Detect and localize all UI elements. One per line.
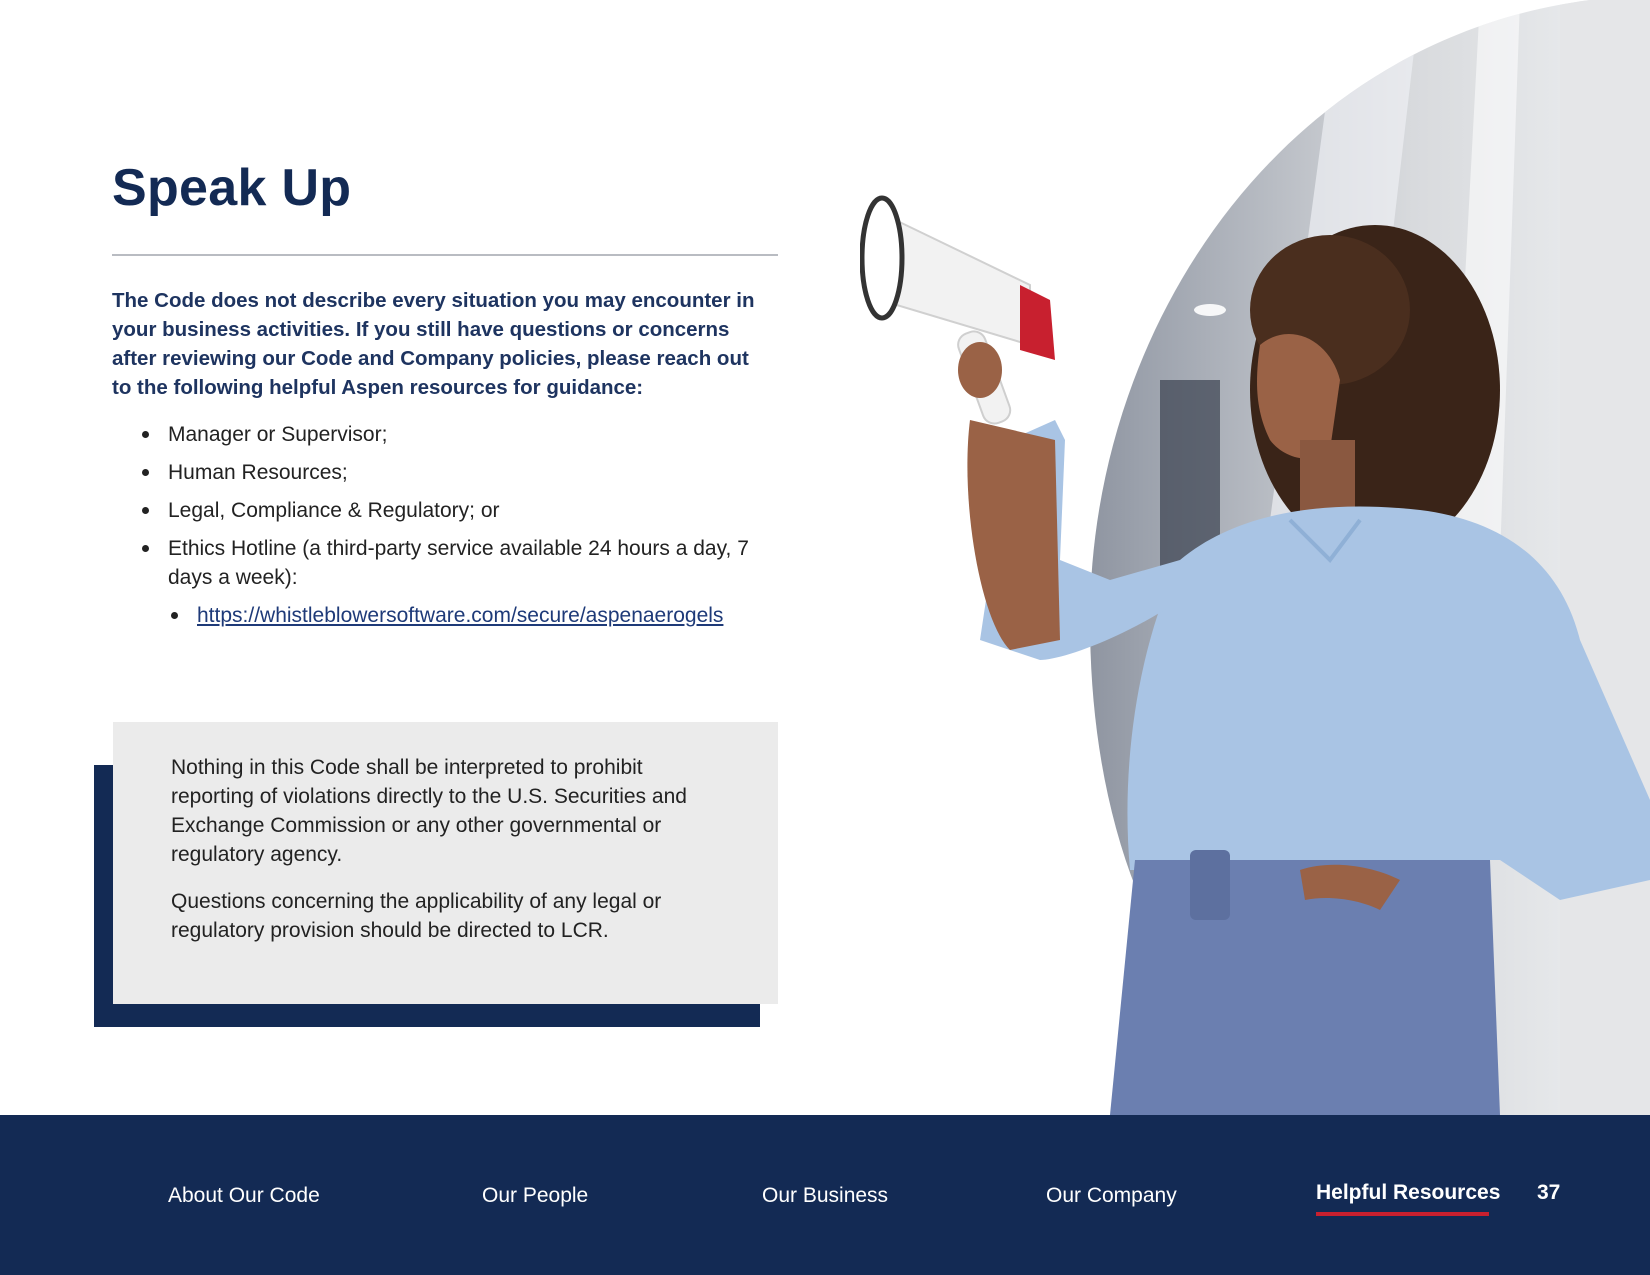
note-callout (113, 722, 778, 1004)
note-paragraph: Questions concerning the applicability of any legal or regulatory provision should be directed to LCR. (171, 890, 662, 942)
bullet-icon (142, 507, 149, 514)
list-item: Manager or Supervisor; (112, 420, 762, 449)
ethics-hotline-link[interactable]: https://whistleblowersoftware.com/secure/aspenaerogels (197, 604, 724, 627)
page-title: Speak Up (112, 159, 352, 217)
title-divider (112, 254, 778, 256)
bullet-icon (142, 431, 149, 438)
active-nav-indicator (1316, 1212, 1489, 1216)
list-item: Human Resources; (112, 458, 762, 487)
list-item (112, 601, 762, 630)
list-item: Legal, Compliance & Regulatory; or (112, 496, 762, 525)
nav-about-our-code[interactable]: About Our Code (168, 1184, 320, 1207)
intro-paragraph: The Code does not describe every situation you may encounter in your business activities. If you still have questions or concerns after reviewing our Code and Company policies, please reach out to the following helpful Aspen resources for guidance: (112, 289, 755, 399)
page-number: 37 (1537, 1181, 1561, 1204)
nav-our-business[interactable]: Our Business (762, 1184, 889, 1207)
nav-our-company[interactable]: Our Company (1046, 1184, 1177, 1207)
speaker-photo (860, 0, 1650, 1115)
bullet-icon (142, 545, 149, 552)
megaphone-icon (862, 198, 1055, 427)
note-paragraph: Nothing in this Code shall be interpreted to prohibit reporting of violations directly to the U.S. Securities and Exchange Commission or any other governmental or regulatory agency. (171, 756, 687, 866)
nav-our-people[interactable]: Our People (482, 1184, 589, 1207)
bullet-icon (142, 469, 149, 476)
resource-list (112, 420, 762, 639)
bullet-icon (171, 612, 178, 619)
list-item: Ethics Hotline (a third-party service available 24 hours a day, 7 days a week): (112, 534, 762, 592)
nav-helpful-resources[interactable]: Helpful Resources (1316, 1181, 1501, 1204)
footer-nav (0, 1115, 1650, 1275)
